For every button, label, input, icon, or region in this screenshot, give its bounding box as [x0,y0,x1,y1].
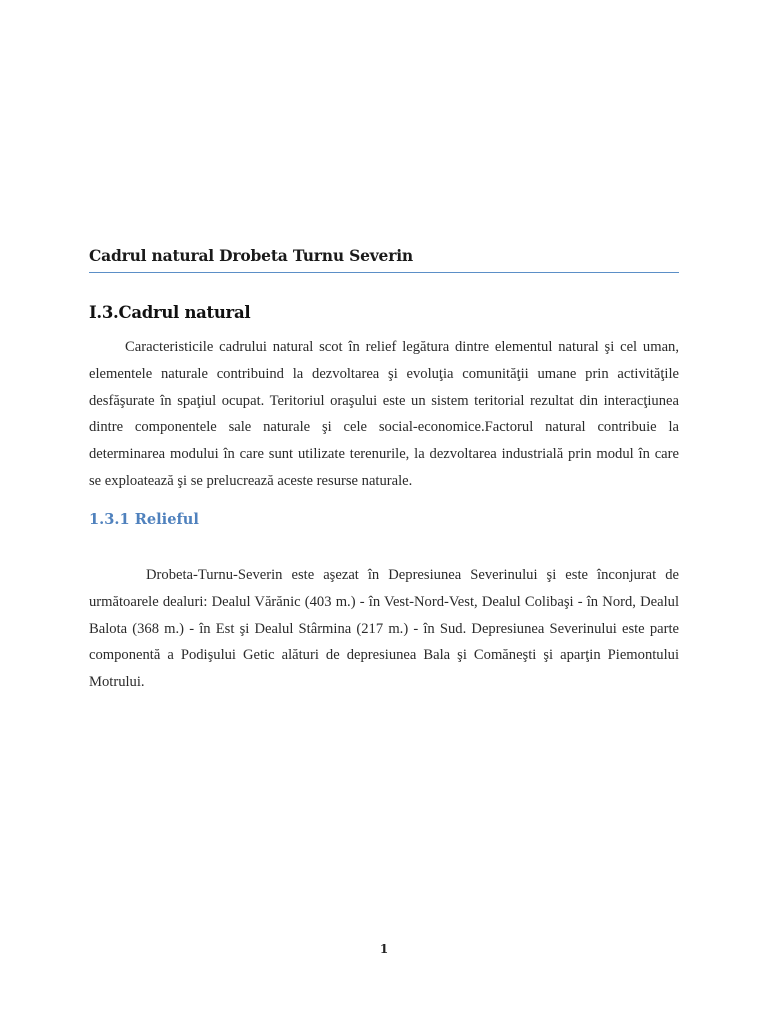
section-heading: I.3.Cadrul natural [89,303,251,322]
subsection-heading-relief: 1.3.1 Relieful [89,511,199,528]
title-underline-rule [89,272,679,273]
intro-paragraph: Caracteristicile cadrului natural scot în relief legătura dintre elementul natural şi cel uman, elementele naturale contribuind la dezvoltarea şi evoluţia comunităţii umane prin activităţile desfăşurate în spaţiul ocupat. Teritoriul oraşului este un sistem teritorial rezultat din interacţiunea dintre componentele sale naturale şi cele social-economice.Factorul natural contribuie la determinarea modului în care sunt utilizate terenurile, la dezvoltarea industrială prin modul în care se exploatează şi se prelucrează aceste resurse naturale. [89,339,679,489]
page-number: 1 [379,942,389,956]
document-title: Cadrul natural Drobeta Turnu Severin [89,246,413,265]
relief-paragraph: Drobeta-Turnu-Severin este aşezat în Depresiunea Severinului şi este înconjurat de următoarele dealuri: Dealul Vărănic (403 m.) - în Vest-Nord-Vest, Dealul Colibaşi - în Nord, Dealul Balota (368 m.) - în Est şi Dealul Stârmina (217 m.) - în Sud. Depresiunea Severinului este parte componentă a Podişului Getic alături de depresiunea Bala şi Comăneşti şi aparţin Piemontului Motrului. [89,567,679,691]
